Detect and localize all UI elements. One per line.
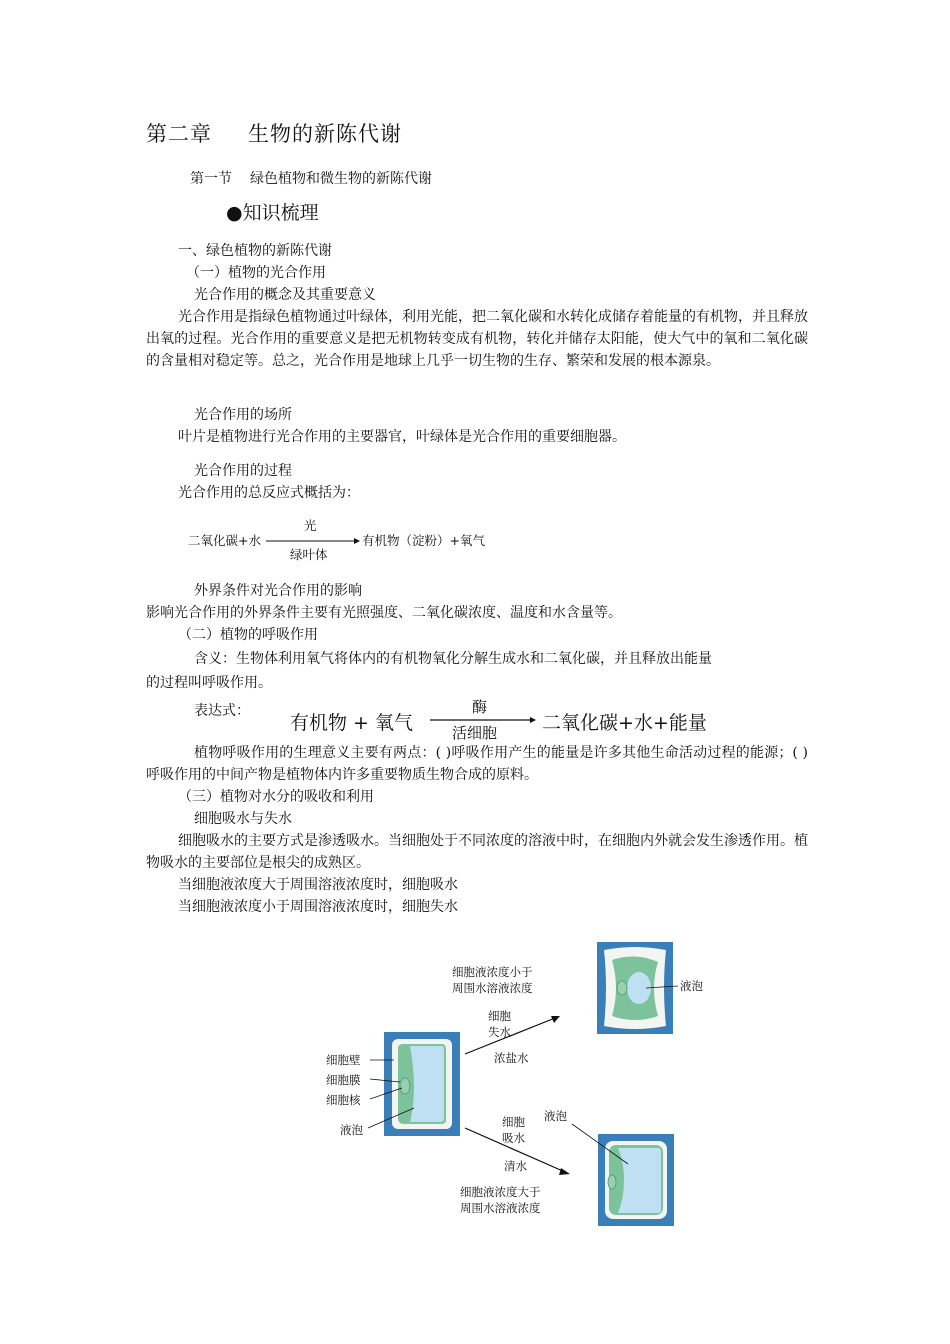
- water-heading: 细胞吸水与失水: [194, 811, 292, 827]
- respiration-equation: [290, 696, 730, 742]
- chapter-name: 生物的新陈代谢: [248, 122, 402, 146]
- top-condition-line2: 周围水溶液浓度: [452, 981, 533, 995]
- process-heading: 光合作用的过程: [194, 463, 292, 479]
- center-vacuole-label: 液泡: [340, 1123, 363, 1137]
- plasmolyzed-cell: [597, 942, 673, 1034]
- section-number: 第一节: [190, 171, 232, 187]
- section-name: 绿色植物和微生物的新陈代谢: [250, 171, 432, 187]
- cell-nucleus-label: 细胞核: [326, 1093, 361, 1107]
- top-vacuole-label: 液泡: [680, 979, 703, 993]
- bottom-condition-line1: 细胞液浓度大于: [460, 1185, 541, 1199]
- bottom-condition-line2: 周围水溶液浓度: [460, 1201, 541, 1215]
- water-line-2: 当细胞液浓度小于周围溶液浓度时，细胞失水: [178, 899, 458, 915]
- cell-wall-label: 细胞壁: [326, 1053, 361, 1067]
- sub3-heading: （三）植物对水分的吸收和利用: [178, 789, 374, 805]
- absorb-water-line1: 细胞: [502, 1115, 525, 1129]
- photosynthesis-equation: [188, 516, 508, 562]
- photo-eq-below: 绿叶体: [290, 547, 328, 562]
- photo-eq-left: 二氧化碳+水: [188, 533, 261, 548]
- process-text: 光合作用的总反应式概括为：: [178, 485, 360, 501]
- lose-water-line2: 失水: [488, 1025, 511, 1039]
- site-heading: 光合作用的场所: [194, 407, 292, 423]
- resp-definition-line1: 含义：生物体利用氧气将体内的有机物氧化分解生成水和二氧化碳，并且释放出能量: [194, 651, 712, 667]
- sub1-heading: （一）植物的光合作用: [186, 265, 326, 281]
- bottom-vacuole-label: 液泡: [544, 1109, 567, 1123]
- chapter-title: [146, 118, 402, 148]
- external-text: 影响光合作用的外界条件主要有光照强度、二氧化碳浓度、温度和水含量等。: [146, 605, 622, 621]
- resp-definition-line2: 的过程叫呼吸作用。: [146, 675, 272, 691]
- water-text: 细胞吸水的主要方式是渗透吸水。当细胞处于不同浓度的溶液中时，在细胞内外就会发生渗透作用。植物吸水的主要部位是根尖的成熟区。: [146, 833, 808, 871]
- clear-water-label: 清水: [504, 1159, 527, 1173]
- part1-heading: 一、绿色植物的新陈代谢: [178, 243, 332, 259]
- turgid-cell: [598, 1134, 674, 1226]
- cell-osmosis-figure: [310, 936, 703, 1236]
- center-cell: [384, 1032, 460, 1136]
- cell-membrane-label: 细胞膜: [326, 1073, 361, 1087]
- photo-eq-right: 有机物（淀粉）+氧气: [362, 533, 485, 548]
- photo-eq-arrow: [266, 537, 360, 545]
- resp-eq-left: 有机物 + 氧气: [290, 712, 413, 734]
- site-text: 叶片是植物进行光合作用的主要器官，叶绿体是光合作用的重要细胞器。: [178, 429, 626, 445]
- resp-eq-below: 活细胞: [452, 724, 498, 742]
- resp-eq-above: 酶: [472, 698, 488, 716]
- water-line-1: 当细胞液浓度大于周围溶液浓度时，细胞吸水: [178, 877, 458, 893]
- chapter-number: 第二章: [146, 122, 212, 146]
- resp-meaning: 植物呼吸作用的生理意义主要有两点：( )呼吸作用产生的能量是许多其他生命活动过程的能源；( )呼吸作用的中间产物是植物体内许多重要物质生物合成的原料。: [146, 745, 808, 783]
- sub2-heading: （二）植物的呼吸作用: [178, 627, 318, 643]
- resp-eq-right: 二氧化碳+水+能量: [542, 712, 707, 734]
- salt-water-label: 浓盐水: [494, 1051, 529, 1065]
- top-condition-line1: 细胞液浓度小于: [452, 965, 533, 979]
- resp-expression-label: 表达式：: [194, 703, 250, 719]
- absorb-water-line2: 吸水: [502, 1131, 525, 1145]
- section-title: [190, 168, 432, 190]
- photo-eq-above: 光: [304, 518, 317, 533]
- external-heading: 外界条件对光合作用的影响: [194, 583, 362, 599]
- concept-text: 光合作用是指绿色植物通过叶绿体，利用光能，把二氧化碳和水转化成储存着能量的有机物，并且释放出氧的过程。光合作用的重要意义是把无机物转变成有机物，转化并储存太阳能，使大气中的氧和二氧化碳的含量相对稳定等。总之，光合作用是地球上几乎一切生物的生存、繁荣和发展的根本源泉。: [146, 309, 808, 369]
- concept-heading: 光合作用的概念及其重要意义: [194, 287, 376, 303]
- knowledge-heading: ●知识梳理: [226, 202, 319, 224]
- lose-water-line1: 细胞: [488, 1009, 511, 1023]
